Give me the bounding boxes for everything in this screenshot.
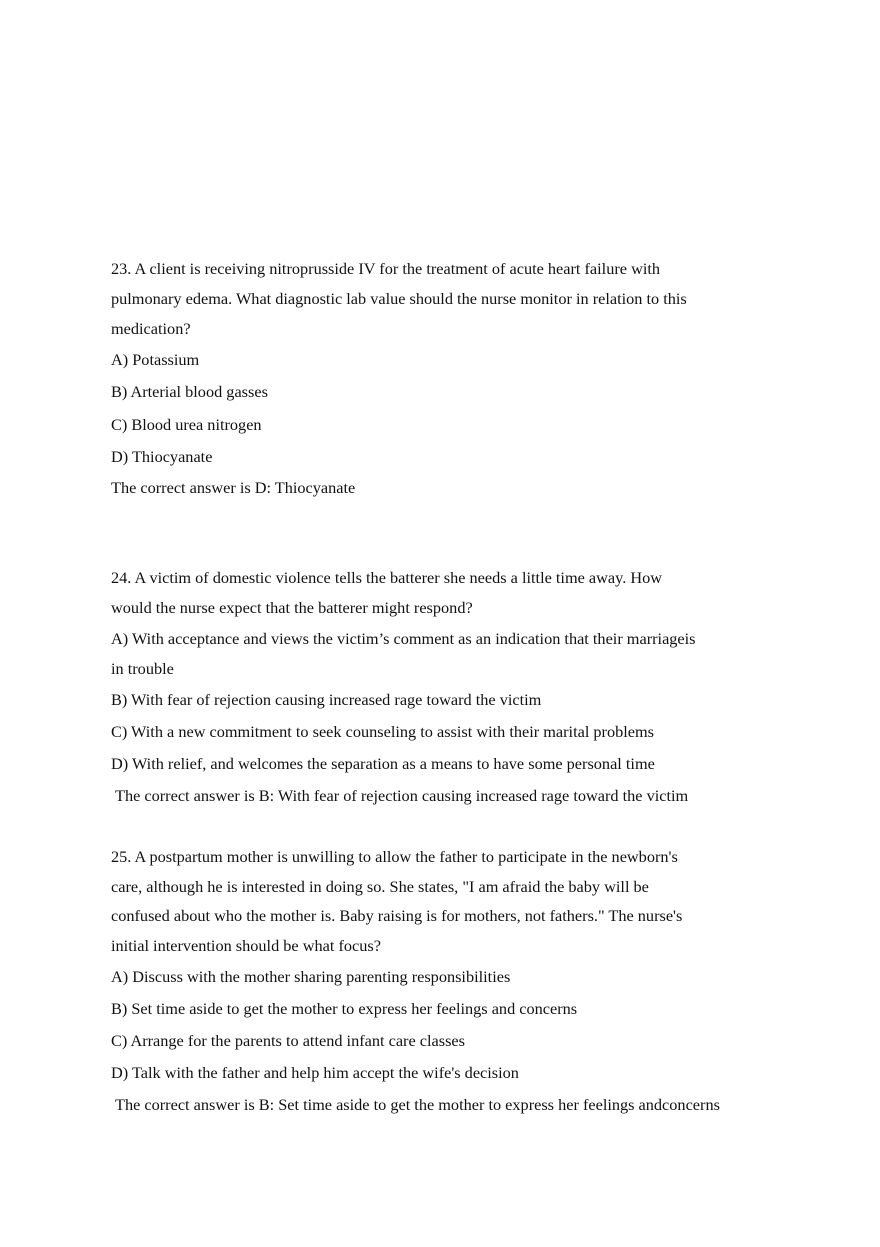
question-stem-line: confused about who the mother is. Baby raising is for mothers, not fathers." The nurse's (111, 906, 683, 925)
answer-option: D) With relief, and welcomes the separation as a means to have some personal time (111, 754, 655, 773)
question-stem-line: 24. A victim of domestic violence tells the batterer she needs a little time away. How (111, 568, 662, 587)
answer-option: D) Talk with the father and help him accept the wife's decision (111, 1063, 519, 1082)
question-stem-line: initial intervention should be what focus? (111, 936, 381, 955)
answer-option: C) Blood urea nitrogen (111, 415, 262, 434)
correct-answer: The correct answer is D: Thiocyanate (111, 478, 356, 497)
correct-answer: The correct answer is B: Set time aside to get the mother to express her feelings andconcerns (115, 1095, 720, 1114)
question-stem-line: 25. A postpartum mother is unwilling to allow the father to participate in the newborn's (111, 847, 678, 866)
answer-option: in trouble (111, 659, 174, 678)
answer-option: A) Potassium (111, 350, 200, 369)
question-stem-line: care, although he is interested in doing so. She states, "I am afraid the baby will be (111, 877, 649, 896)
answer-option: D) Thiocyanate (111, 447, 213, 466)
question-stem-line: medication? (111, 319, 191, 338)
question-stem-line: 23. A client is receiving nitroprusside IV for the treatment of acute heart failure with (111, 259, 661, 278)
answer-option: A) With acceptance and views the victim’s comment as an indication that their marriageis (111, 629, 696, 648)
answer-option: A) Discuss with the mother sharing parenting responsibilities (111, 967, 511, 986)
question-stem-line: pulmonary edema. What diagnostic lab value should the nurse monitor in relation to this (111, 289, 687, 308)
question-stem-line: would the nurse expect that the batterer might respond? (111, 598, 473, 617)
answer-option: B) Set time aside to get the mother to express her feelings and concerns (111, 999, 578, 1018)
answer-option: B) With fear of rejection causing increased rage toward the victim (111, 690, 542, 709)
answer-option: B) Arterial blood gasses (111, 382, 268, 401)
answer-option: C) Arrange for the parents to attend infant care classes (111, 1031, 465, 1050)
correct-answer: The correct answer is B: With fear of rejection causing increased rage toward the victim (115, 786, 689, 805)
answer-option: C) With a new commitment to seek counseling to assist with their marital problems (111, 722, 655, 741)
